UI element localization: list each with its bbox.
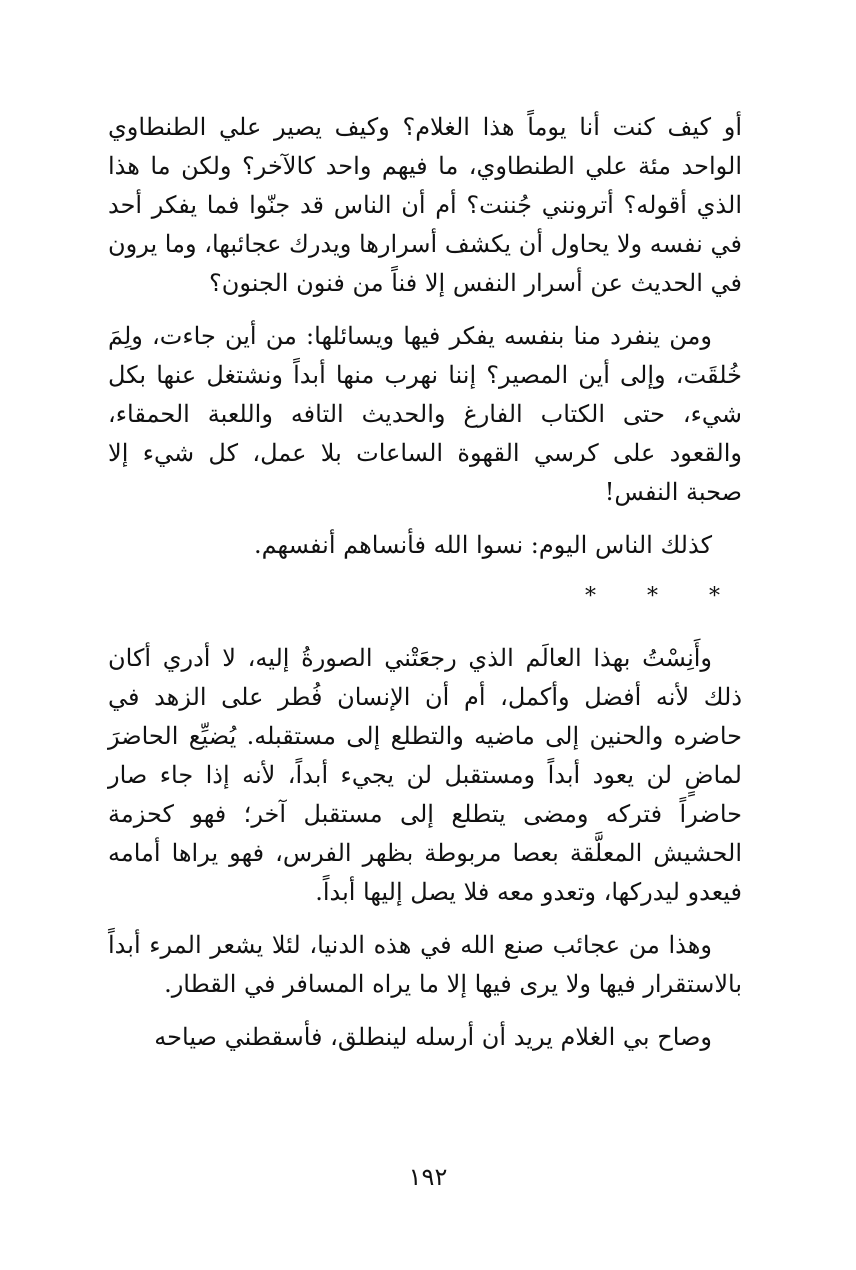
page-body — [108, 108, 742, 1071]
paragraph-6: وصاح بي الغلام يريد أن أرسله لينطلق، فأسقطني صياحه — [154, 1023, 712, 1051]
paragraph-4: وأَنِسْتُ بهذا العالَم الذي رجعَتْني الصورةُ إليه، لا أدري أكان ذلك لأنه أفضل وأكمل، أم أن الإنسان فُطر على الزهد في حاضره والحنين إلى ماضيه والتطلع إلى مستقبله. يُضيِّع الحاضرَ لماضٍ لن يعود أبداً ومستقبل لن يجيء أبداً، لأنه إذا جاء صار حاضراً فتركه ومضى يتطلع إلى مستقبل آخر؛ فهو كحزمة الحشيش المعلَّقة بعصا مربوطة بظهر الفرس، فهو يراها أمامه فيعدو ليدركها، وتعدو معه فلا يصل إليها أبداً. — [108, 644, 743, 906]
paragraph-3: كذلك الناس اليوم: نسوا الله فأنساهم أنفسهم. — [253, 531, 712, 559]
page-number: ١٩٢ — [408, 1163, 448, 1191]
paragraph-2: ومن ينفرد منا بنفسه يفكر فيها ويسائلها: من أين جاءت، ولِمَ خُلقَت، وإلى أين المصير؟ إننا نهرب منها أبداً ونشتغل عنها بكل شيء، حتى الكتاب الفارغ والحديث التافه واللعبة الحمقاء، والقعود على كرسي القهوة الساعات بلا عمل، كل شيء إلا صحبة النفس! — [108, 322, 742, 506]
paragraph-5: وهذا من عجائب صنع الله في هذه الدنيا، لئلا يشعر المرء أبداً بالاستقرار فيها ولا يرى فيها إلا ما يراه المسافر في القطار. — [108, 931, 742, 998]
paragraph-1: أو كيف كنت أنا يوماً هذا الغلام؟ وكيف يصير علي الطنطاوي الواحد مئة علي الطنطاوي، ما فيهم واحد كالآخر؟ ولكن ما هذا الذي أقوله؟ أترونني جُننت؟ أم أن الناس قد جنّوا فما يفكر أحد في نفسه ولا يحاول أن يكشف أسرارها ويدرك عجائبها، وما يرون في الحديث عن أسرار النفس إلا فناً من فنون الجنون؟ — [108, 113, 742, 297]
section-separator: * * * — [585, 584, 742, 609]
